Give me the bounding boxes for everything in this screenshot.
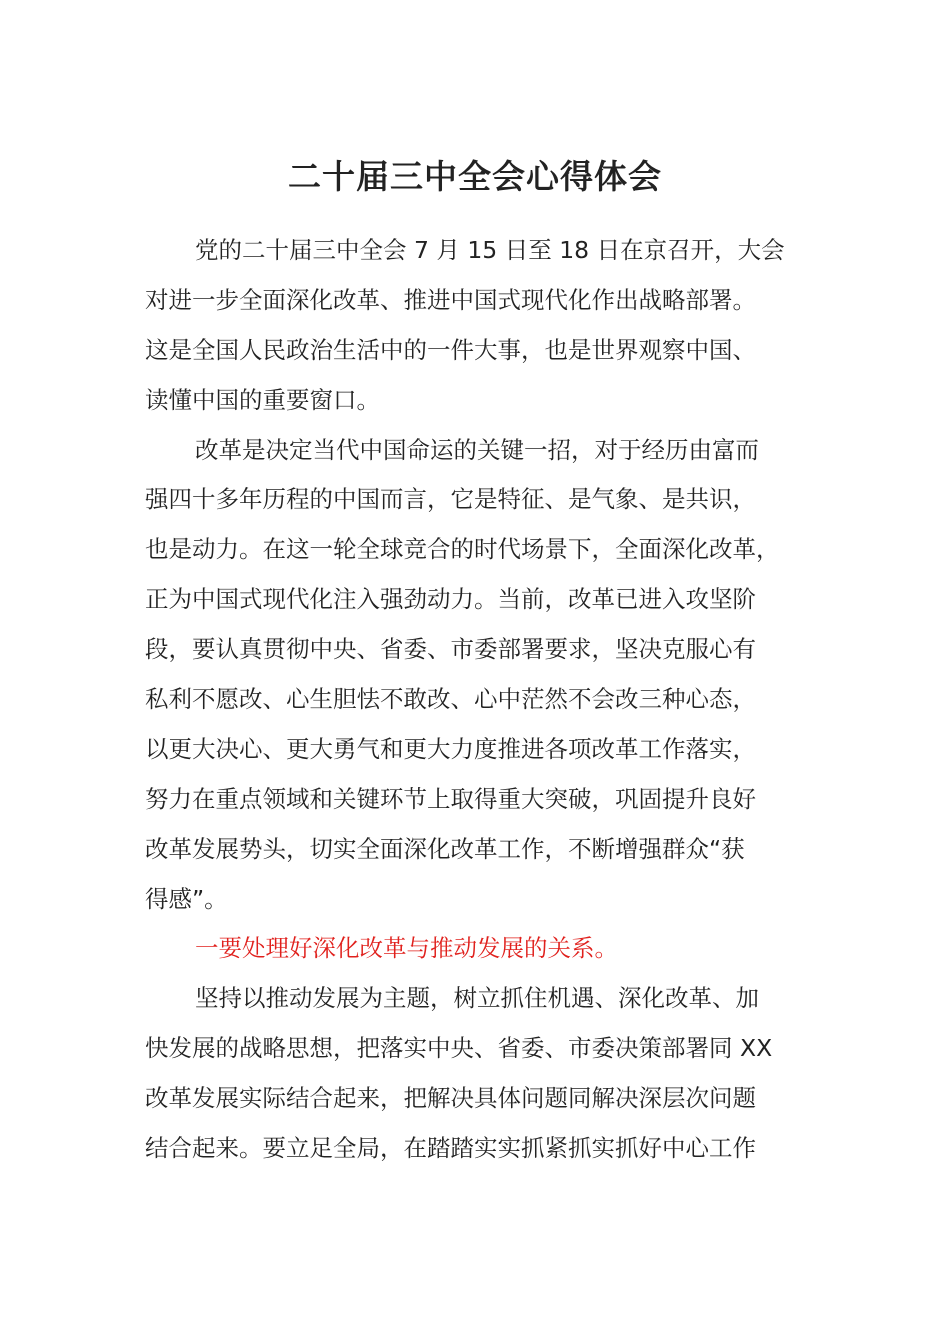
- paragraph-3: [145, 974, 807, 1174]
- paragraph-line: 得感”。: [145, 884, 228, 913]
- paragraph-line: 以更大决心、更大勇气和更大力度推进各项改革工作落实，: [145, 734, 756, 763]
- paragraph-line: 结合起来。要立足全局，在踏踏实实抓紧抓实抓好中心工作: [145, 1134, 756, 1163]
- document-title: 二十届三中全会心得体会: [288, 157, 662, 196]
- paragraph-1: [145, 226, 807, 426]
- paragraph-line: 正为中国式现代化注入强劲动力。当前，改革已进入攻坚阶: [145, 585, 756, 614]
- section-heading: [145, 924, 807, 974]
- paragraph-line: 段，要认真贯彻中央、省委、市委部署要求，坚决克服心有: [145, 635, 756, 664]
- section-heading-text: 一要处理好深化改革与推动发展的关系。: [195, 934, 618, 963]
- paragraph-line: 改革是决定当代中国命运的关键一招，对于经历由富而: [195, 435, 759, 464]
- paragraph-line: 对进一步全面深化改革、推进中国式现代化作出战略部署。: [145, 285, 756, 314]
- paragraph-line: 坚持以推动发展为主题，树立抓住机遇、深化改革、加: [195, 984, 759, 1013]
- paragraph-line: 改革发展实际结合起来，把解决具体问题同解决深层次问题: [145, 1084, 756, 1113]
- paragraph-line: 这是全国人民政治生活中的一件大事，也是世界观察中国、: [145, 335, 756, 364]
- paragraph-line: 党的二十届三中全会 7 月 15 日至 18 日在京召开，大会: [195, 236, 785, 264]
- paragraph-line: 私利不愿改、心生胆怯不敢改、心中茫然不会改三种心态，: [145, 685, 756, 714]
- document-body: [145, 226, 807, 1174]
- paragraph-line: 也是动力。在这一轮全球竞合的时代场景下，全面深化改革，: [145, 535, 780, 564]
- paragraph-line: 努力在重点领域和关键环节上取得重大突破，巩固提升良好: [145, 784, 756, 813]
- paragraph-line: 强四十多年历程的中国而言，它是特征、是气象、是共识，: [145, 485, 756, 514]
- paragraph-line: 改革发展势头，切实全面深化改革工作，不断增强群众“获: [145, 834, 745, 863]
- paragraph-line: 读懂中国的重要窗口。: [145, 385, 380, 414]
- paragraph-2: [145, 426, 807, 925]
- paragraph-line: 快发展的战略思想，把落实中央、省委、市委决策部署同 XX: [145, 1034, 773, 1063]
